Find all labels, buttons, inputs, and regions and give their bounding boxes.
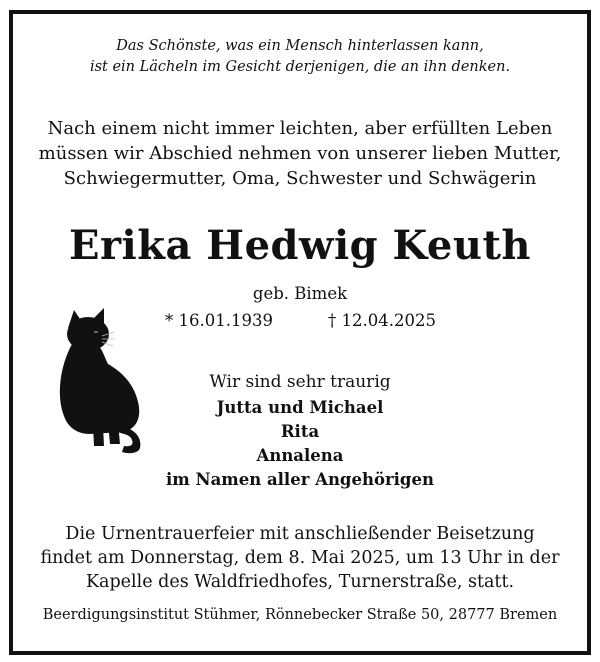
motto-quote [0, 36, 600, 78]
funeral-line: findet am Donnerstag, dem 8. Mai 2025, um 13 Uhr in der [40, 548, 560, 568]
mourners-list [0, 396, 600, 492]
mourner-name: Annalena [256, 446, 344, 465]
intro-text [0, 116, 600, 191]
birth-date: * 16.01.1939 [165, 311, 273, 330]
undertaker-address: Beerdigungsinstitut Stühmer, Rönnebecker Straße 50, 28777 Bremen [42, 607, 558, 623]
born-name: geb. Bimek [252, 284, 348, 303]
funeral-info [0, 522, 600, 594]
intro-line: müssen wir Abschied nehmen von unserer lieben Mutter, [38, 143, 562, 164]
motto-line: ist ein Lächeln im Gesicht derjenigen, die an ihn denken. [89, 59, 511, 75]
motto-line: Das Schönste, was ein Mensch hinterlassen kann, [116, 38, 484, 54]
intro-line: Nach einem nicht immer leichten, aber erfüllten Leben [47, 118, 553, 139]
death-date: † 12.04.2025 [328, 311, 436, 330]
mourner-name: Jutta und Michael [216, 398, 384, 417]
funeral-line: Die Urnentrauerfeier mit anschließender Beisetzung [65, 524, 535, 544]
mourner-name: im Namen aller Angehörigen [166, 470, 434, 489]
mourning-statement: Wir sind sehr traurig [209, 372, 391, 392]
intro-line: Schwiegermutter, Oma, Schwester und Schwägerin [63, 168, 537, 189]
funeral-line: Kapelle des Waldfriedhofes, Turnerstraße, statt. [85, 572, 515, 592]
deceased-name: Erika Hedwig Keuth [68, 222, 532, 269]
mourner-name: Rita [280, 422, 320, 441]
